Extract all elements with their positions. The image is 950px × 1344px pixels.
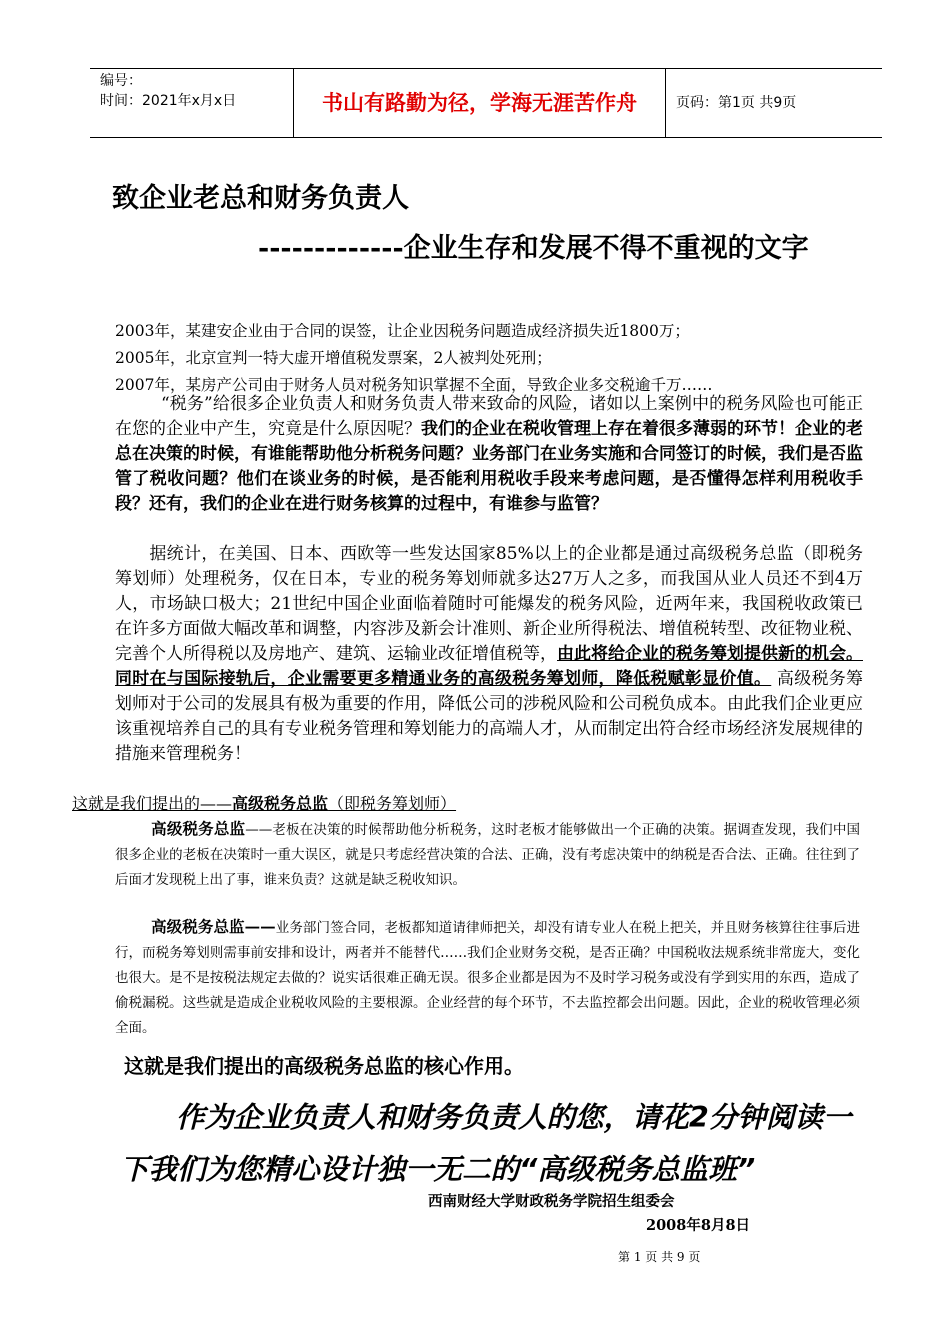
document-number-label: 编号： [100, 73, 142, 89]
header-divider [665, 69, 666, 137]
document-subtitle: -------------企业生存和发展不得不重视的文字 [258, 233, 809, 264]
statistics-text: 据统计，在美国、日本、西欧等一些发达国家85%以上的企业都是通过高级税务总监（即税务筹划师）处理税务，仅在日本，专业的税务筹划师就多达27万人之多，而我国从业人员还不到4万人，市场缺口极大；21世纪中国企业面临着随时可能爆发的税务风险，近两年来，我国税收政策已在许多方面做大幅改革和调整，内容涉及新会计准则、新企业所得税法、增值税转型、改征物业税、完善个人所得税以及房地产、建筑、运输业改征增值税等， [115, 544, 863, 664]
document-time-label: 时间：2021年x月x日 [100, 93, 237, 109]
statistics-text-continued: 高级税务筹划师对于公司的发展具有极为重要的作用，降低公司的涉税风险和公司税负成本。由此我们企业更应该重视培养自己的具有专业税务管理和筹划能力的高端人才，从而制定出符合经市场经济发展规律的措施来管理税务！ [115, 669, 864, 764]
header-meta [100, 71, 290, 111]
header-motto: 书山有路勤为径，学海无涯苦作舟 [322, 91, 637, 115]
case-item: 2005年，北京宣判一特大虚开增值税发票案，2人被判处死刑； [115, 349, 552, 367]
role-paragraph-decision [115, 816, 860, 893]
role-text: 业务部门签合同，老板都知道请律师把关，却没有请专业人在税上把关，并且财务核算往往事后进行，而税务筹划则需事前安排和设计，两者并不能替代……我们企业财务交税，是否正确？中国税收法规系统非常庞大，变化也很大。是不是按税法规定去做的？说实话很难正确无误。很多企业都是因为不及时学习税务或没有学到实用的东西，造成了偷税漏税。这些就是造成企业税收风险的主要根源。企业经营的每个环节，不去监控都会出问题。因此，企业的税收管理必须全面。 [115, 920, 860, 1036]
statistics-paragraph [115, 542, 863, 767]
signature-date: 2008年8月8日 [646, 1217, 751, 1234]
case-item: 2003年，某建安企业由于合同的误签，让企业因税务问题造成经济损失近1800万； [115, 322, 690, 340]
case-item: 2007年，某房产公司由于财务人员对税务知识掌握不全面，导致企业多交税逾千万…… [115, 376, 713, 394]
call-to-action-text: 作为企业负责人和财务负责人的您，请花2分钟阅读一下我们为您精心设计独一无二的“高级税务总监班” [120, 1101, 852, 1186]
section-heading-suffix: （即税务筹划师） [328, 794, 457, 813]
document-header [90, 68, 882, 138]
intro-paragraph [115, 392, 863, 517]
organization-signature: 西南财经大学财政税务学院招生组委会 [428, 1194, 675, 1210]
intro-text: “税务”给很多企业负责人和财务负责人带来致命的风险，诸如以上案例中的税务风险也可能正在您的企业中产生，究竟是什么原因呢？ [115, 394, 863, 439]
intro-bold-text: 我们的企业在税收管理上存在着很多薄弱的环节！企业的老总在决策的时候，有谁能帮助他分析税务问题？业务部门在业务实施和合同签订的时候，我们是否监管了税收问题？他们在谈业务的时候，是否能利用税收手段来考虑问题，是否懂得怎样利用税收手段？还有，我们的企业在进行财务核算的过程中，有谁参与监管？ [115, 419, 863, 514]
section-heading-bold: 高级税务总监 [232, 794, 329, 813]
section-heading-prefix: 这就是我们提出的—— [72, 794, 233, 813]
core-statement: 这就是我们提出的高级税务总监的核心作用。 [124, 1054, 524, 1078]
role-paragraph-contract [115, 914, 860, 1041]
header-page-number: 页码：第1页 共9页 [676, 95, 797, 111]
role-text: ——老板在决策的时候帮助他分析税务，这时老板才能够做出一个正确的决策。据调查发现，我们中国很多企业的老板在决策时一重大误区，就是只考虑经营决策的合法、正确，没有考虑决策中的纳税是否合法、正确。往往到了后面才发现税上出了事，谁来负责？这就是缺乏税收知识。 [115, 822, 860, 888]
case-list [115, 318, 712, 399]
section-heading [72, 793, 456, 815]
statistics-underlined-text: 由此将给企业的税务筹划提供新的机会。同时在与国际接轨后，企业需要更多精通业务的高级税务筹划师，降低税赋彰显价值。 [115, 644, 863, 689]
document-title: 致企业老总和财务负责人 [112, 183, 409, 214]
role-lead: 高级税务总监 [151, 819, 246, 838]
call-to-action [120, 1092, 870, 1196]
role-lead: 高级税务总监—— [151, 917, 276, 936]
page-footer: 第 1 页 共 9 页 [618, 1250, 701, 1264]
